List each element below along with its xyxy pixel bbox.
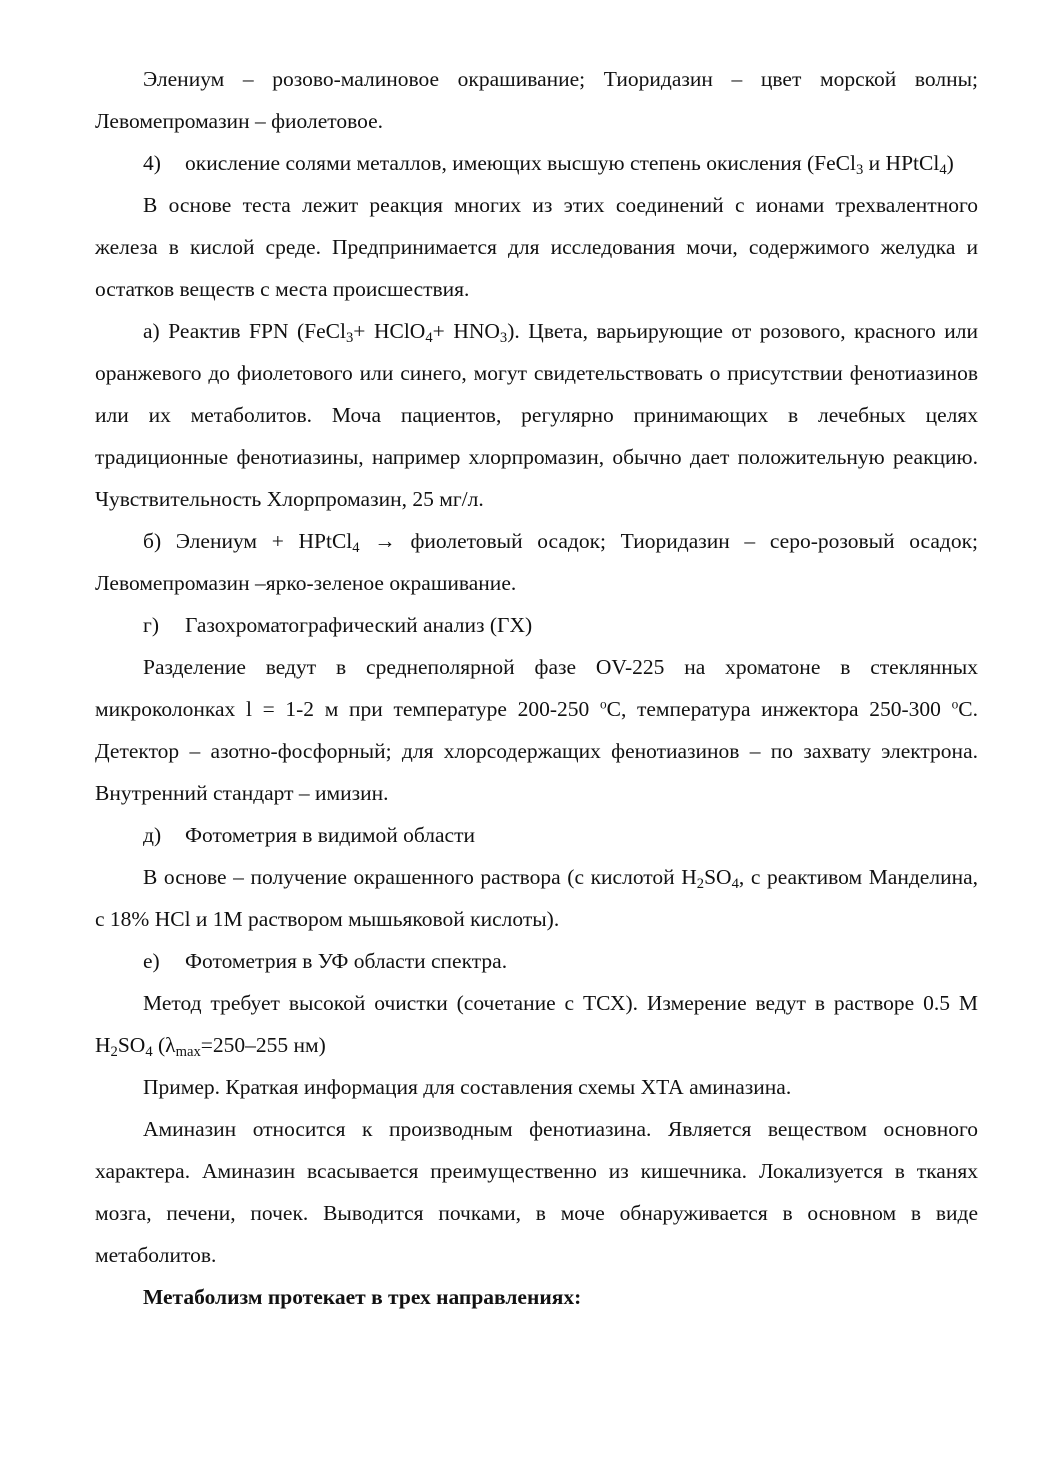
text: + HClO xyxy=(353,319,426,343)
text: Разделение ведут в среднеполярной фазе OV-225 на хроматоне в стеклянных микроколонках l = 1-2 м при температуре 200-250 xyxy=(95,655,978,721)
paragraph-fpn-reagent xyxy=(95,310,978,520)
text: В основе теста лежит реакция многих из этих соединений с ионами трехвалентного железа в кислой среде. Предпринимается для исследования мочи, содержимого желудка и остатков веществ с места происшествия. xyxy=(95,193,978,301)
text: , с реактивом Манделина, с 18% HCl и 1M раствором мышьяковой кислоты). xyxy=(95,865,978,931)
subscript: 4 xyxy=(352,540,360,557)
document-page xyxy=(95,58,978,1318)
text: Аминазин относится к производным фенотиазина. Является веществом основного характера. Аминазин всасывается преимущественно из кишечника. Локализуется в тканях мозга, печени, почек. Выводится почками, в моче обнаруживается в основном в виде метаболитов. xyxy=(95,1117,978,1267)
text: SO xyxy=(117,1033,146,1057)
paragraph-example xyxy=(95,1066,978,1108)
list-number: г) xyxy=(143,613,159,637)
list-number: 4) xyxy=(143,151,161,175)
list-number: е) xyxy=(143,949,160,973)
text: и HPtCl xyxy=(863,151,940,175)
list-item-g xyxy=(95,604,978,646)
subscript: 3 xyxy=(855,162,864,179)
list-number: д) xyxy=(143,823,162,847)
paragraph-test-basis xyxy=(95,184,978,310)
list-item-4 xyxy=(95,142,978,184)
paragraph-visible-photometry xyxy=(95,856,978,940)
paragraph-aminazine xyxy=(95,1108,978,1276)
degree-sign: o xyxy=(951,696,959,712)
text: ) xyxy=(946,151,954,175)
text: Фотометрия в УФ области спектра. xyxy=(185,949,508,973)
paragraph-hptcl4-reaction xyxy=(95,520,978,604)
subscript: 4 xyxy=(425,330,433,347)
list-item-d xyxy=(95,814,978,856)
text: Пример. Краткая информация для составления схемы ХТА аминазина. xyxy=(143,1075,792,1099)
subscript: 3 xyxy=(499,330,508,347)
text: C, температура инжектора 250-300 xyxy=(606,697,952,721)
text: (λ xyxy=(152,1033,176,1057)
subscript: 4 xyxy=(939,162,947,179)
subscript: 3 xyxy=(345,330,354,347)
text: + HNO xyxy=(432,319,500,343)
text: Метод требует высокой очистки (сочетание с ТСХ). Измерение ведут в растворе 0.5 М H xyxy=(95,991,978,1057)
text: ). Цвета, варьирующие от розового, красного или оранжевого до фиолетового или синего, могут свидетельствовать о присутствии фенотиазинов или их метаболитов. Моча пациентов, регулярно принимающих в лечебных целях традиционные фенотиазины, например хлорпромазин, обычно дает положительную реакцию. Чувствительность Хлорпромазин, 25 мг/л. xyxy=(95,319,978,511)
section-heading-metabolism xyxy=(95,1276,978,1318)
text: а) Реактив FPN (FeCl xyxy=(143,319,346,343)
subscript: 4 xyxy=(145,1044,153,1061)
text: → фиолетовый осадок; Тиоридазин – серо-розовый осадок; Левомепромазин –ярко-зеленое окрашивание. xyxy=(95,529,978,595)
text: Элениум – розово-малиновое окрашивание; Тиоридазин – цвет морской волны; Левомепромазин – фиолетовое. xyxy=(95,67,978,133)
subscript: max xyxy=(175,1044,201,1061)
text: Фотометрия в видимой области xyxy=(185,823,475,847)
text: б) Элениум + HPtCl xyxy=(143,529,353,553)
subscript: 2 xyxy=(110,1044,118,1061)
text: Газохроматографический анализ (ГХ) xyxy=(185,613,533,637)
list-item-e xyxy=(95,940,978,982)
paragraph-uv-method xyxy=(95,982,978,1066)
degree-sign: o xyxy=(599,696,607,712)
text: Метаболизм протекает в трех направлениях: xyxy=(143,1285,582,1309)
text: C. Детектор – азотно-фосфорный; для хлорсодержащих фенотиазинов – по захвату электрона. Внутренний стандарт – имизин. xyxy=(95,697,978,805)
text: =250–255 нм) xyxy=(200,1033,326,1057)
paragraph-color-reactions xyxy=(95,58,978,142)
paragraph-gc-conditions xyxy=(95,646,978,814)
text: SO xyxy=(704,865,732,889)
subscript: 4 xyxy=(731,876,739,893)
subscript: 2 xyxy=(696,876,705,893)
text: окисление солями металлов, имеющих высшую степень окисления (FeCl xyxy=(185,151,856,175)
text: В основе – получение окрашенного раствора (с кислотой H xyxy=(143,865,697,889)
